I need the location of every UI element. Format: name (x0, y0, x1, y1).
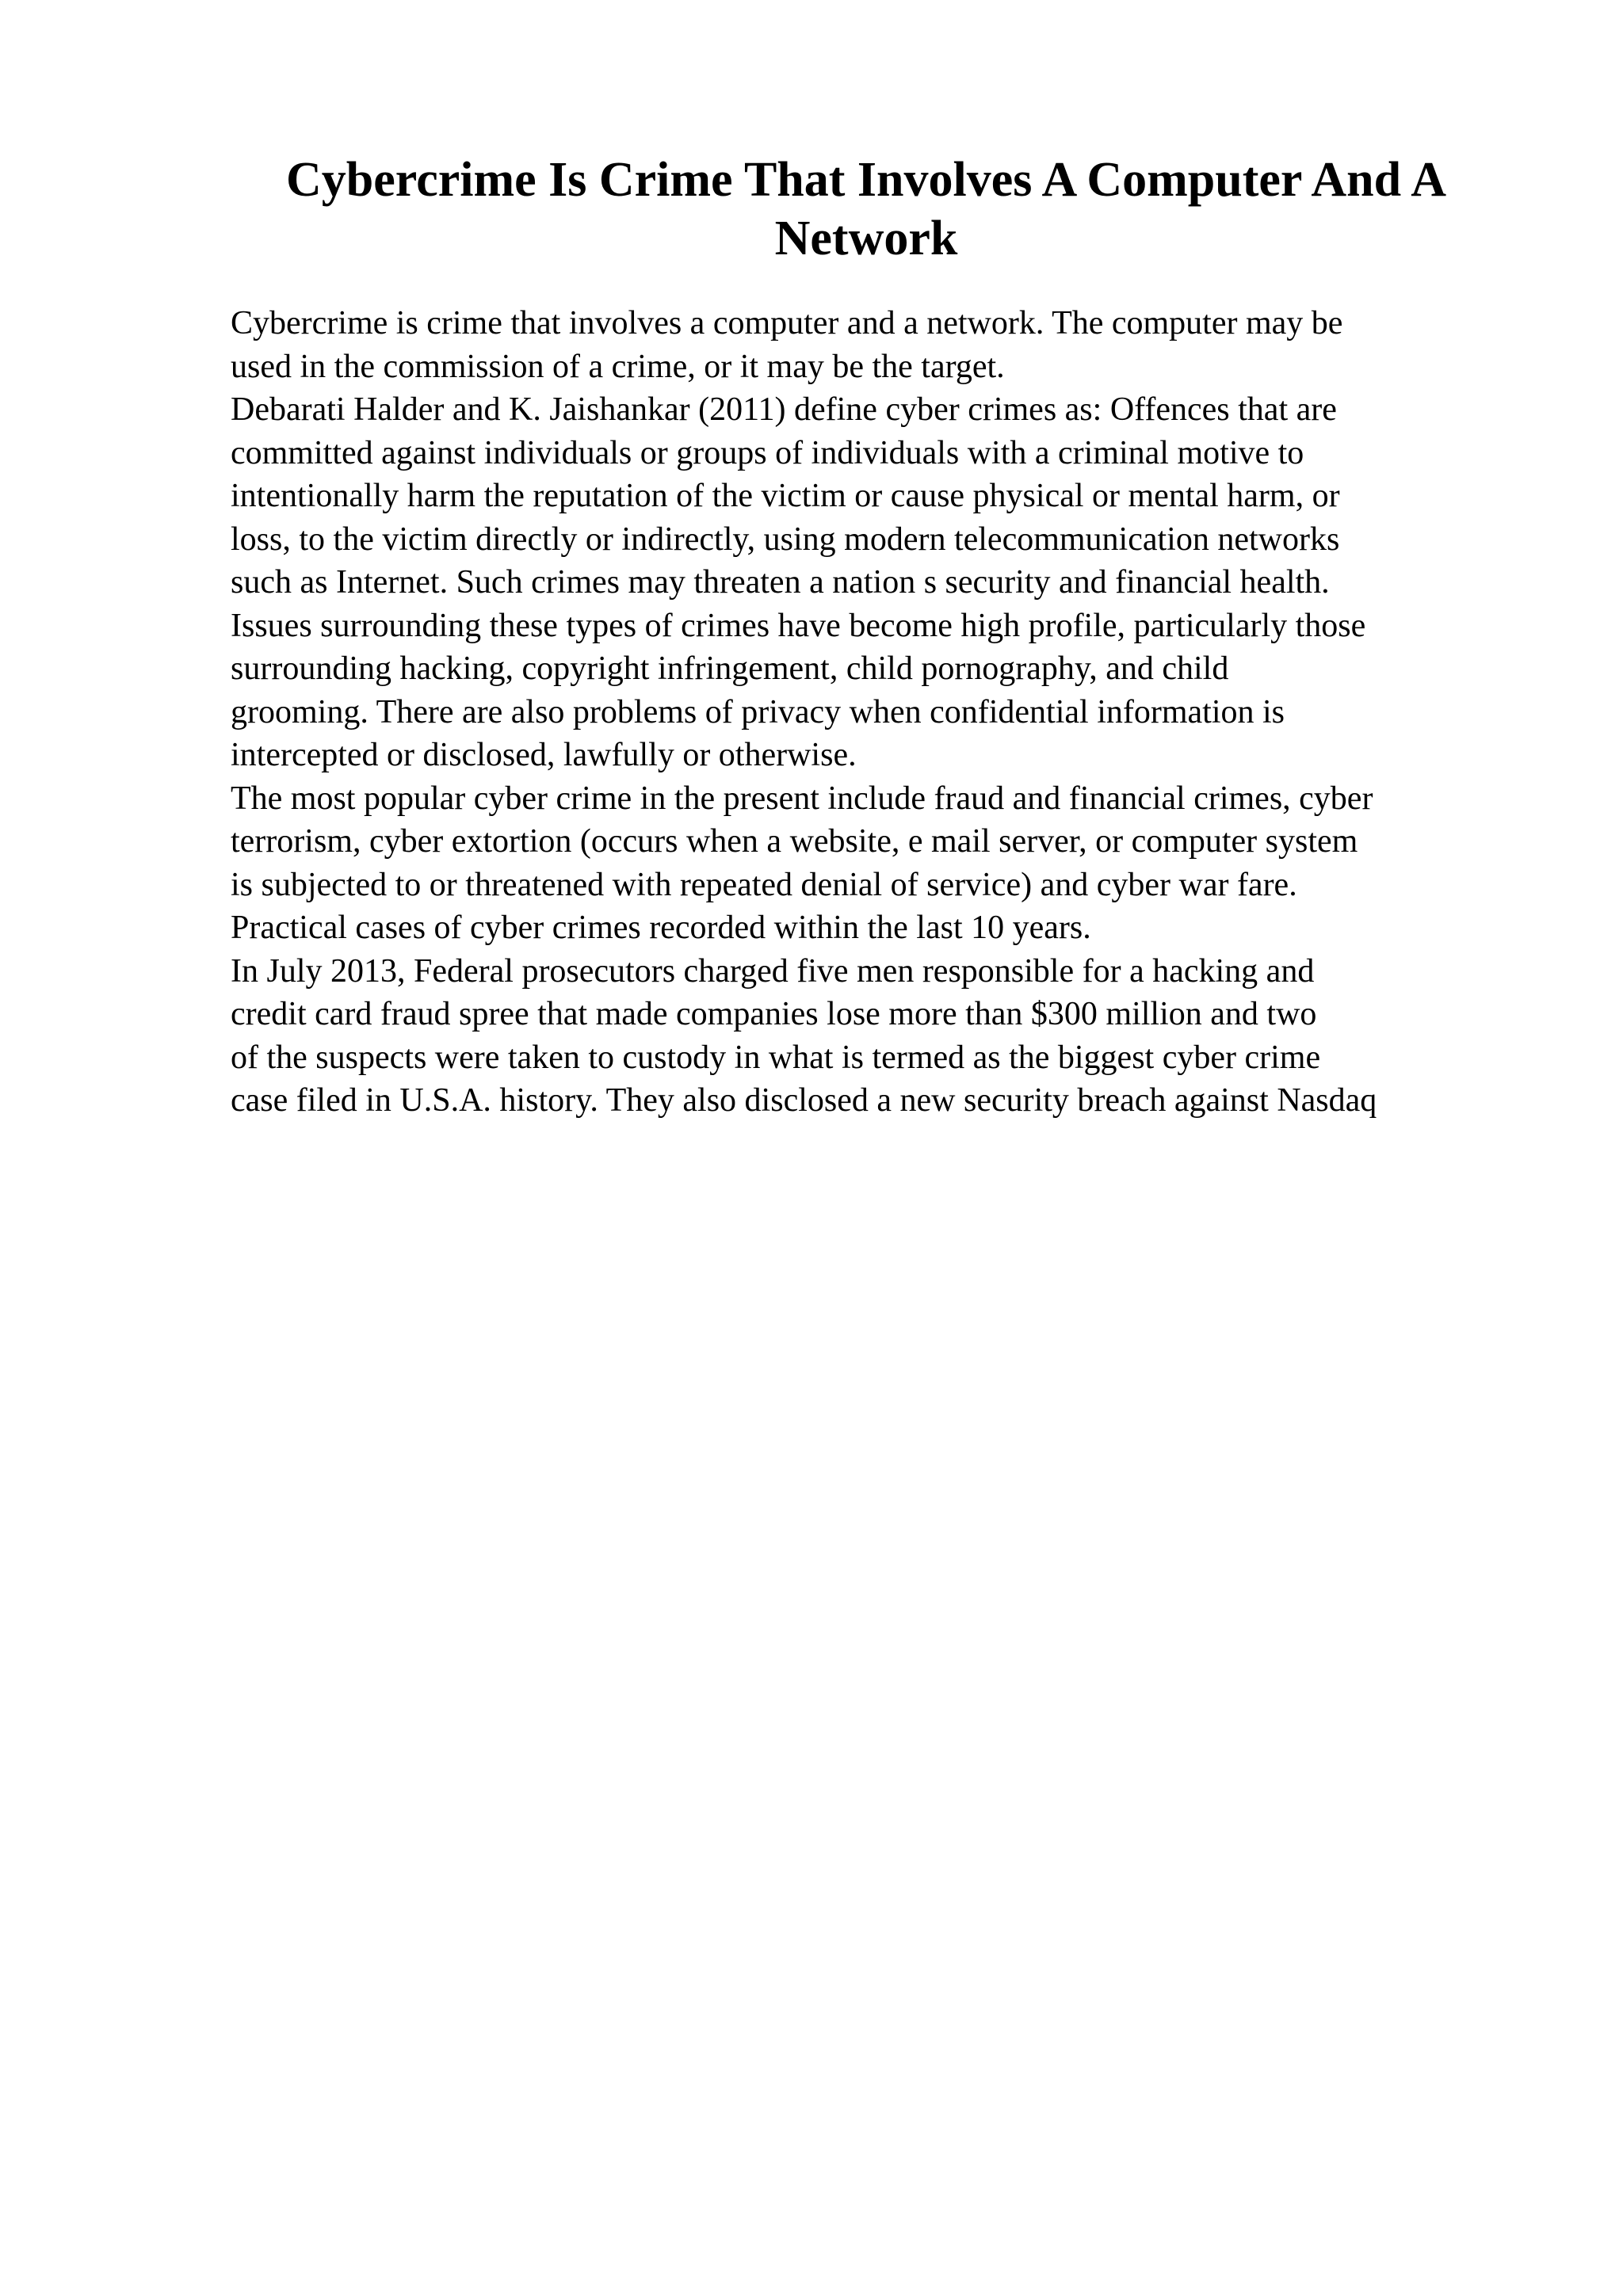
document-title (230, 151, 1503, 268)
body-line: of the suspects were taken to custody in what is termed as the biggest cyber crime (231, 1039, 1321, 1076)
title-line: Cybercrime Is Crime That Involves A Computer And A (286, 153, 1446, 207)
body-line: intercepted or disclosed, lawfully or otherwise. (231, 737, 857, 773)
body-line: credit card fraud spree that made companies lose more than $300 million and two (231, 996, 1317, 1032)
body-line: loss, to the victim directly or indirectly, using modern telecommunication networks (231, 521, 1340, 558)
body-line: is subjected to or threatened with repeated denial of service) and cyber war fare. (231, 866, 1297, 903)
body-line: Cybercrime is crime that involves a computer and a network. The computer may be (231, 305, 1343, 341)
body-line: In July 2013, Federal prosecutors charged five men responsible for a hacking and (231, 952, 1315, 990)
body-line: committed against individuals or groups of individuals with a criminal motive to (231, 434, 1304, 471)
body-line: Practical cases of cyber crimes recorded within the last 10 years. (231, 910, 1091, 946)
body-line: terrorism, cyber extortion (occurs when a website, e mail server, or computer system (231, 823, 1358, 860)
body-line: Debarati Halder and K. Jaishankar (2011) define cyber crimes as: Offences that are (231, 391, 1337, 428)
body-line: case filed in U.S.A. history. They also disclosed a new security breach against Nasdaq (231, 1082, 1377, 1119)
document-body (231, 302, 1610, 1123)
body-line: grooming. There are also problems of privacy when confidential information is (231, 693, 1285, 730)
body-line: used in the commission of a crime, or it may be the target. (231, 348, 1005, 385)
body-line: intentionally harm the reputation of the victim or cause physical or mental harm, or (231, 478, 1340, 514)
body-line: The most popular cyber crime in the present include fraud and financial crimes, cyber (231, 780, 1373, 817)
title-line: Network (774, 212, 958, 265)
body-line: such as Internet. Such crimes may threaten a nation s security and financial health. (231, 564, 1330, 601)
body-line: surrounding hacking, copyright infringement, child pornography, and child (231, 650, 1229, 687)
body-line: Issues surrounding these types of crimes have become high profile, particularly those (231, 607, 1366, 644)
